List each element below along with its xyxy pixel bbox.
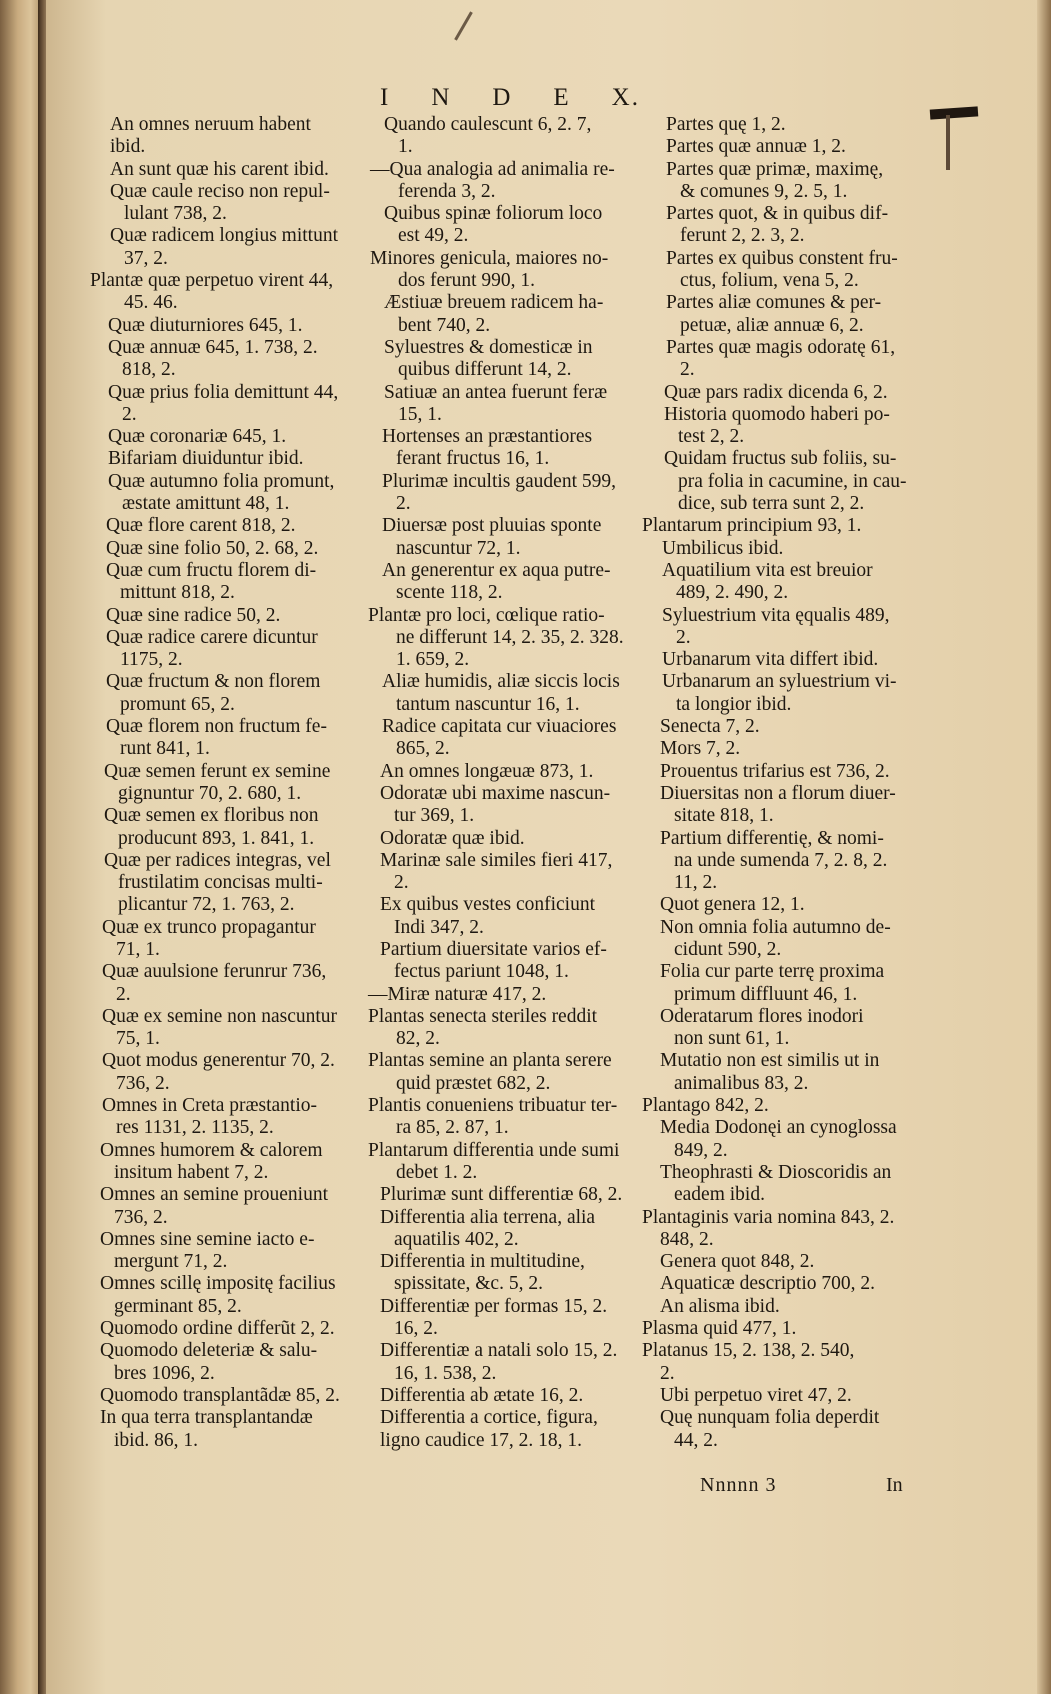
index-entry-line: pra folia in cacumine, in cau- (678, 470, 907, 492)
index-entry-line: Quæ per radices integras, vel (104, 849, 331, 871)
index-entry-line: Quot genera 12, 1. (660, 894, 805, 916)
index-entry-line: 736, 2. (114, 1206, 168, 1228)
signature-mark: Nnnnn 3 (700, 1474, 777, 1496)
index-entry-line: An alisma ibid. (660, 1295, 780, 1317)
index-entry-line: æstate amittunt 48, 1. (122, 493, 290, 515)
index-entry-line: ne differunt 14, 2. 35, 2. 328. (396, 626, 624, 648)
index-entry-line: Plantæ pro loci, cœlique ratio- (368, 604, 605, 626)
header-letter: I (380, 84, 391, 111)
index-entry-line: test 2, 2. (678, 426, 745, 448)
index-entry-line: petuæ, aliæ annuæ 6, 2. (680, 314, 864, 336)
index-entry-line: 1175, 2. (120, 649, 183, 671)
index-entry-line: Urbanarum vita differt ibid. (662, 649, 879, 671)
index-entry-line: In qua terra transplantandæ (100, 1407, 313, 1429)
index-entry-line: Odoratæ ubi maxime nascun- (380, 782, 611, 804)
index-entry-line: insitum habent 7, 2. (114, 1161, 269, 1183)
index-entry-line: Satiuæ an antea fuerunt feræ (384, 381, 608, 403)
index-entry-line: & comunes 9, 2. 5, 1. (680, 180, 848, 202)
index-entry-line: cidunt 590, 2. (674, 938, 782, 960)
index-entry-line: 2. (660, 1362, 675, 1384)
index-entry-line: Plantago 842, 2. (642, 1095, 769, 1117)
header-letter: X. (611, 84, 640, 111)
index-entry-line: Diuersitas non a florum diuer- (660, 782, 896, 804)
index-entry-line: 865, 2. (396, 738, 450, 760)
index-entry-line: Quæ prius folia demittunt 44, (108, 381, 339, 403)
page-edge-shadow (1037, 0, 1051, 1694)
index-entry-line: Quæ ex semine non nascuntur (102, 1005, 338, 1027)
index-entry-line: promunt 65, 2. (120, 693, 235, 715)
index-entry-line: spissitate, &c. 5, 2. (394, 1273, 543, 1295)
page-header (380, 84, 640, 112)
index-entry-line: Quæ diuturniores 645, 1. (108, 314, 303, 336)
index-entry-line: dice, sub terra sunt 2, 2. (678, 493, 865, 515)
index-entry-line: plicantur 72, 1. 763, 2. (118, 894, 295, 916)
index-entry-line: 818, 2. (122, 359, 176, 381)
index-entry-line: Quæ annuæ 645, 1. 738, 2. (108, 336, 318, 358)
index-entry-line: Media Dodonęi an cynoglossa (660, 1117, 897, 1139)
index-entry-line: Aquatilium vita est breuior (662, 559, 873, 581)
index-entry-line: Differentiæ a natali solo 15, 2. (380, 1340, 618, 1362)
index-entry-line: 489, 2. 490, 2. (676, 582, 789, 604)
index-entry-line: Partes quę 1, 2. (666, 114, 786, 135)
index-entry-line: Quæ coronariæ 645, 1. (108, 426, 287, 448)
index-entry-line: Theophrasti & Dioscoridis an (660, 1161, 892, 1183)
index-entry-line: sitate 818, 1. (674, 805, 774, 827)
index-entry-line: Differentia in multitudine, (380, 1251, 585, 1273)
index-entry-line: non sunt 61, 1. (674, 1028, 790, 1050)
index-entry-line: 2. (116, 983, 131, 1005)
index-entry-line: tur 369, 1. (394, 805, 475, 827)
index-column-right (640, 114, 920, 1452)
index-entry-line: 2. (676, 626, 691, 648)
index-entry-line: Differentia alia terrena, alia (380, 1206, 596, 1228)
index-entry-line: 1. (398, 136, 413, 158)
index-entry-line: Quibus spinæ foliorum loco (384, 203, 603, 225)
index-entry-line: Plantis conueniens tribuatur ter- (368, 1095, 618, 1117)
index-entry-line: Plantæ quæ perpetuo virent 44, (90, 270, 334, 292)
index-entry-line: Plantarum differentia unde sumi (368, 1139, 620, 1161)
header-letter: D (492, 84, 513, 111)
index-entry-line: Syluestres & domesticæ in (384, 336, 593, 358)
index-entry-line: Prouentus trifarius est 736, 2. (660, 760, 890, 782)
index-entry-line: 2. (680, 359, 695, 381)
index-entry-line: Oderatarum flores inodori (660, 1005, 864, 1027)
index-entry-line: Quomodo deleteriæ & salu- (100, 1340, 318, 1362)
index-entry-line: runt 841, 1. (120, 738, 210, 760)
index-entry-line: Mutatio non est similis ut in (660, 1050, 880, 1072)
index-entry-line: Quæ auulsione ferunrur 736, (102, 961, 327, 983)
index-entry-line: An generentur ex aqua putre- (382, 559, 611, 581)
catchword: In (886, 1474, 903, 1496)
index-entry-line: 45. 46. (124, 292, 178, 314)
index-entry-line: Urbanarum an syluestrium vi- (662, 671, 897, 693)
index-entry-line: Quæ sine radice 50, 2. (106, 604, 281, 626)
header-letter: E (553, 84, 571, 111)
index-entry-line: Quę nunquam folia deperdit (660, 1407, 880, 1429)
index-entry-line: Hortenses an præstantiores (382, 426, 593, 448)
index-entry-line: 848, 2. (660, 1228, 714, 1250)
index-entry-line: Plantarum principium 93, 1. (642, 515, 862, 537)
index-entry-line: Marinæ sale similes fieri 417, (380, 849, 613, 871)
index-entry-line: Umbilicus ibid. (662, 537, 784, 559)
index-entry-line: Platanus 15, 2. 138, 2. 540, (642, 1340, 855, 1362)
index-entry-line: Omnes sine semine iacto e- (100, 1228, 315, 1250)
index-entry-line: Omnes humorem & calorem (100, 1139, 323, 1161)
index-entry-line: Quæ florem non fructum fe- (106, 716, 327, 738)
index-entry-line: debet 1. 2. (396, 1161, 478, 1183)
index-entry-line: Partes quæ annuæ 1, 2. (666, 136, 846, 158)
ink-mark-stem (946, 115, 950, 170)
index-entry-line: Quæ ex trunco propagantur (102, 916, 316, 938)
index-entry-line: Quæ semen ex floribus non (104, 805, 319, 827)
index-entry-line: primum diffluunt 46, 1. (674, 983, 858, 1005)
index-entry-line: Differentia ab ætate 16, 2. (380, 1384, 584, 1406)
index-entry-line: Quando caulescunt 6, 2. 7, (384, 114, 592, 135)
index-entry-line: 37, 2. (124, 247, 168, 269)
index-entry-line: Quæ radice carere dicuntur (106, 626, 318, 648)
index-entry-line: Diuersæ post pluuias sponte (382, 515, 602, 537)
index-entry-line: animalibus 83, 2. (674, 1072, 809, 1094)
index-entry-line: aquatilis 402, 2. (394, 1228, 519, 1250)
index-entry-line: Partes quæ magis odoratę 61, (666, 336, 896, 358)
index-entry-line: An omnes neruum habent (110, 114, 311, 135)
index-entry-line: Odoratæ quæ ibid. (380, 827, 525, 849)
index-entry-line: Differentia a cortice, figura, (380, 1407, 598, 1429)
index-entry-line: Partes quot, & in quibus dif- (666, 203, 889, 225)
index-entry-line: est 49, 2. (398, 225, 469, 247)
index-entry-line: Æstiuæ breuem radicem ha- (384, 292, 604, 314)
index-entry-line: —Qua analogia ad animalia re- (370, 158, 615, 180)
index-entry-line: lulant 738, 2. (124, 203, 227, 225)
index-entry-line: 2. (122, 403, 137, 425)
index-entry-line: nascuntur 72, 1. (396, 537, 521, 559)
index-entry-line: ctus, folium, vena 5, 2. (680, 270, 859, 292)
index-entry-line: Indi 347, 2. (394, 916, 484, 938)
index-entry-line: Plantas semine an planta serere (368, 1050, 612, 1072)
index-entry-line: Partium differentię, & nomi- (660, 827, 884, 849)
index-entry-line: ibid. 86, 1. (114, 1429, 198, 1451)
index-entry-line: ra 85, 2. 87, 1. (396, 1117, 509, 1139)
index-entry-line: mergunt 71, 2. (114, 1251, 228, 1273)
index-entry-line: 849, 2. (674, 1139, 728, 1161)
index-entry-line: ligno caudice 17, 2. 18, 1. (380, 1429, 582, 1451)
index-entry-line: quid præstet 682, 2. (396, 1072, 551, 1094)
index-entry-line: Quæ flore carent 818, 2. (106, 515, 296, 537)
index-entry-line: An sunt quæ his carent ibid. (110, 158, 329, 180)
index-entry-line: Quot modus generentur 70, 2. (102, 1050, 335, 1072)
index-entry-line: germinant 85, 2. (114, 1295, 242, 1317)
index-entry-line: 16, 1. 538, 2. (394, 1362, 497, 1384)
index-entry-line: Partes quæ primæ, maximę, (666, 158, 884, 180)
index-entry-line: 44, 2. (674, 1429, 718, 1451)
index-entry-line: mittunt 818, 2. (120, 582, 235, 604)
index-entry-line: Folia cur parte terrę proxima (660, 961, 885, 983)
index-entry-line: Minores genicula, maiores no- (370, 247, 609, 269)
index-entry-line: producunt 893, 1. 841, 1. (118, 827, 315, 849)
index-entry-line: Quæ caule reciso non repul- (110, 180, 330, 202)
index-entry-line: Plurimæ incultis gaudent 599, (382, 470, 616, 492)
index-entry-line: Partes ex quibus constent fru- (666, 247, 898, 269)
index-entry-line: 11, 2. (674, 872, 718, 894)
index-entry-line: Senecta 7, 2. (660, 716, 760, 738)
index-entry-line: Aquaticæ descriptio 700, 2. (660, 1273, 876, 1295)
index-entry-line: Plasma quid 477, 1. (642, 1318, 797, 1340)
index-entry-line: gignuntur 70, 2. 680, 1. (118, 782, 302, 804)
index-entry-line: Omnes in Creta præstantio- (102, 1095, 318, 1117)
index-entry-line: Historia quomodo haberi po- (664, 403, 890, 425)
index-entry-line: —Miræ naturæ 417, 2. (368, 983, 547, 1005)
index-column-middle (368, 114, 640, 1452)
index-entry-line: Partium diuersitate varios ef- (380, 938, 607, 960)
index-entry-line: Syluestrium vita ęqualis 489, (662, 604, 890, 626)
index-entry-line: bres 1096, 2. (114, 1362, 215, 1384)
index-entry-line: Omnes scillę impositę facilius (100, 1273, 336, 1295)
index-entry-line: 71, 1. (116, 938, 160, 960)
index-entry-line: dos ferunt 990, 1. (398, 270, 536, 292)
index-entry-line: ferunt 2, 2. 3, 2. (680, 225, 805, 247)
index-entry-line: Plurimæ sunt differentiæ 68, 2. (380, 1184, 623, 1206)
index-entry-line: Quomodo ordine differũt 2, 2. (100, 1318, 335, 1340)
index-entry-line: Quæ sine folio 50, 2. 68, 2. (106, 537, 319, 559)
index-entry-line: scente 118, 2. (396, 582, 503, 604)
index-entry-line: 82, 2. (396, 1028, 440, 1050)
index-entry-line: Quidam fructus sub foliis, su- (664, 448, 897, 470)
index-entry-line: Plantas senecta steriles reddit (368, 1005, 598, 1027)
index-entry-line: ferant fructus 16, 1. (396, 448, 550, 470)
index-entry-line: Plantaginis varia nomina 843, 2. (642, 1206, 895, 1228)
index-entry-line: Aliæ humidis, aliæ siccis locis (382, 671, 620, 693)
index-entry-line: eadem ibid. (674, 1184, 765, 1206)
index-entry-line: Quæ fructum & non florem (106, 671, 321, 693)
index-entry-line: 16, 2. (394, 1318, 438, 1340)
index-entry-line: 2. (394, 872, 409, 894)
index-entry-line: Quæ cum fructu florem di- (106, 559, 317, 581)
index-entry-line: quibus differunt 14, 2. (398, 359, 572, 381)
index-entry-line: Quæ semen ferunt ex semine (104, 760, 331, 782)
index-entry-line: ta longior ibid. (676, 693, 792, 715)
index-entry-line: tantum nascuntur 16, 1. (396, 693, 580, 715)
index-entry-line: Mors 7, 2. (660, 738, 741, 760)
index-entry-line: fectus pariunt 1048, 1. (394, 961, 569, 983)
index-entry-line: Non omnia folia autumno de- (660, 916, 891, 938)
index-entry-line: Quæ radicem longius mittunt (110, 225, 339, 247)
index-entry-line: 1. 659, 2. (396, 649, 470, 671)
index-entry-line: ferenda 3, 2. (398, 180, 496, 202)
index-entry-line: ibid. (110, 136, 146, 158)
index-entry-line: Differentiæ per formas 15, 2. (380, 1295, 608, 1317)
index-entry-line: Ubi perpetuo viret 47, 2. (660, 1384, 852, 1406)
index-entry-line: An omnes longæuæ 873, 1. (380, 760, 594, 782)
index-entry-line: Quæ pars radix dicenda 6, 2. (664, 381, 888, 403)
index-entry-line: 2. (396, 493, 411, 515)
index-entry-line: res 1131, 2. 1135, 2. (116, 1117, 274, 1139)
index-entry-line: Bifariam diuiduntur ibid. (108, 448, 304, 470)
index-entry-line: Partes aliæ comunes & per- (666, 292, 882, 314)
index-entry-line: Ex quibus vestes conficiunt (380, 894, 596, 916)
index-column-left (88, 114, 370, 1452)
index-entry-line: Omnes an semine proueniunt (100, 1184, 328, 1206)
index-entry-line: Quæ autumno folia promunt, (108, 470, 335, 492)
index-entry-line: Radice capitata cur viuaciores (382, 716, 617, 738)
index-entry-line: Genera quot 848, 2. (660, 1251, 815, 1273)
header-letter: N (431, 84, 452, 111)
index-entry-line: bent 740, 2. (398, 314, 491, 336)
index-entry-line: 736, 2. (116, 1072, 170, 1094)
index-entry-line: 15, 1. (398, 403, 442, 425)
index-entry-line: frustilatim concisas multi- (118, 872, 323, 894)
index-entry-line: 75, 1. (116, 1028, 160, 1050)
index-entry-line: Quomodo transplantãdæ 85, 2. (100, 1384, 340, 1406)
index-entry-line: na unde sumenda 7, 2. 8, 2. (674, 849, 888, 871)
